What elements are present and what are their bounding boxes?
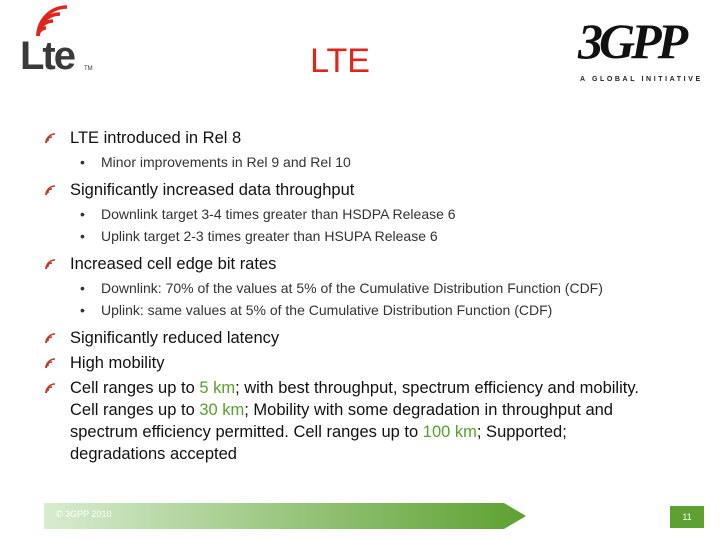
3gpp-wordmark: 3GPP	[578, 13, 685, 69]
bullet-item	[44, 377, 664, 465]
bullet-text: ; with best throughput, spectrum efficiency and mobility. Cell ranges up to	[70, 379, 639, 419]
wave-bullet-icon	[44, 357, 60, 369]
wave-bullet-icon	[44, 184, 60, 196]
bullet-text: Significantly reduced latency	[70, 329, 280, 347]
sub-bullet-text: Uplink target 2-3 times greater than HSUPA Release 6	[101, 228, 438, 244]
sub-bullet-list	[44, 151, 664, 173]
bullet-text: High mobility	[70, 354, 165, 372]
sub-bullet-list	[44, 277, 664, 321]
copyright-text: © 3GPP 2010	[56, 509, 112, 519]
bullet-dot: •	[80, 206, 85, 222]
sub-bullet-text: Minor improvements in Rel 9 and Rel 10	[101, 154, 351, 170]
bullet-text: ; Mobility with some degradation in throughput and spectrum efficiency permitted. Cell ranges up to	[70, 401, 613, 441]
sub-bullet-text: Uplink: same values at 5% of the Cumulative Distribution Function (CDF)	[101, 302, 553, 318]
bullet-dot: •	[80, 228, 85, 244]
3gpp-logo	[578, 12, 706, 88]
sub-bullet-item	[44, 151, 664, 173]
trademark-mark: TM	[84, 66, 93, 72]
bullet-dot: •	[80, 302, 85, 318]
bullet-item	[44, 327, 664, 349]
sub-bullet-item	[44, 225, 664, 247]
slide-content	[44, 124, 664, 465]
range-value: 5 km	[199, 379, 236, 397]
bullet-item	[44, 127, 664, 149]
lte-wordmark: Lte	[20, 34, 74, 78]
bullet-text: Significantly increased data throughput	[70, 181, 355, 199]
footer-arrow-bar	[44, 503, 526, 529]
bullet-item	[44, 179, 664, 201]
bullet-text: Increased cell edge bit rates	[70, 255, 277, 273]
bullet-text: LTE introduced in Rel 8	[70, 129, 242, 147]
bullet-item	[44, 253, 664, 275]
page-number: 11	[670, 506, 704, 528]
sub-bullet-item	[44, 277, 664, 299]
3gpp-tagline: A GLOBAL INITIATIVE	[580, 76, 703, 83]
bullet-text: Cell ranges up to	[70, 379, 200, 397]
bullet-item	[44, 352, 664, 374]
wave-bullet-icon	[44, 382, 60, 394]
sub-bullet-text: Downlink: 70% of the values at 5% of the Cumulative Distribution Function (CDF)	[101, 280, 603, 296]
wave-bullet-icon	[44, 258, 60, 270]
sub-bullet-item	[44, 299, 664, 321]
bullet-dot: •	[80, 154, 85, 170]
bullet-dot: •	[80, 280, 85, 296]
sub-bullet-text: Downlink target 3-4 times greater than HSDPA Release 6	[101, 206, 456, 222]
range-value: 100 km	[422, 423, 477, 441]
wave-bullet-icon	[44, 332, 60, 344]
slide-title: LTE	[310, 42, 370, 80]
sub-bullet-item	[44, 203, 664, 225]
sub-bullet-list	[44, 203, 664, 247]
range-value: 30 km	[199, 401, 245, 419]
bullet-text: ; Supported; degradations accepted	[70, 423, 567, 463]
wave-bullet-icon	[44, 132, 60, 144]
